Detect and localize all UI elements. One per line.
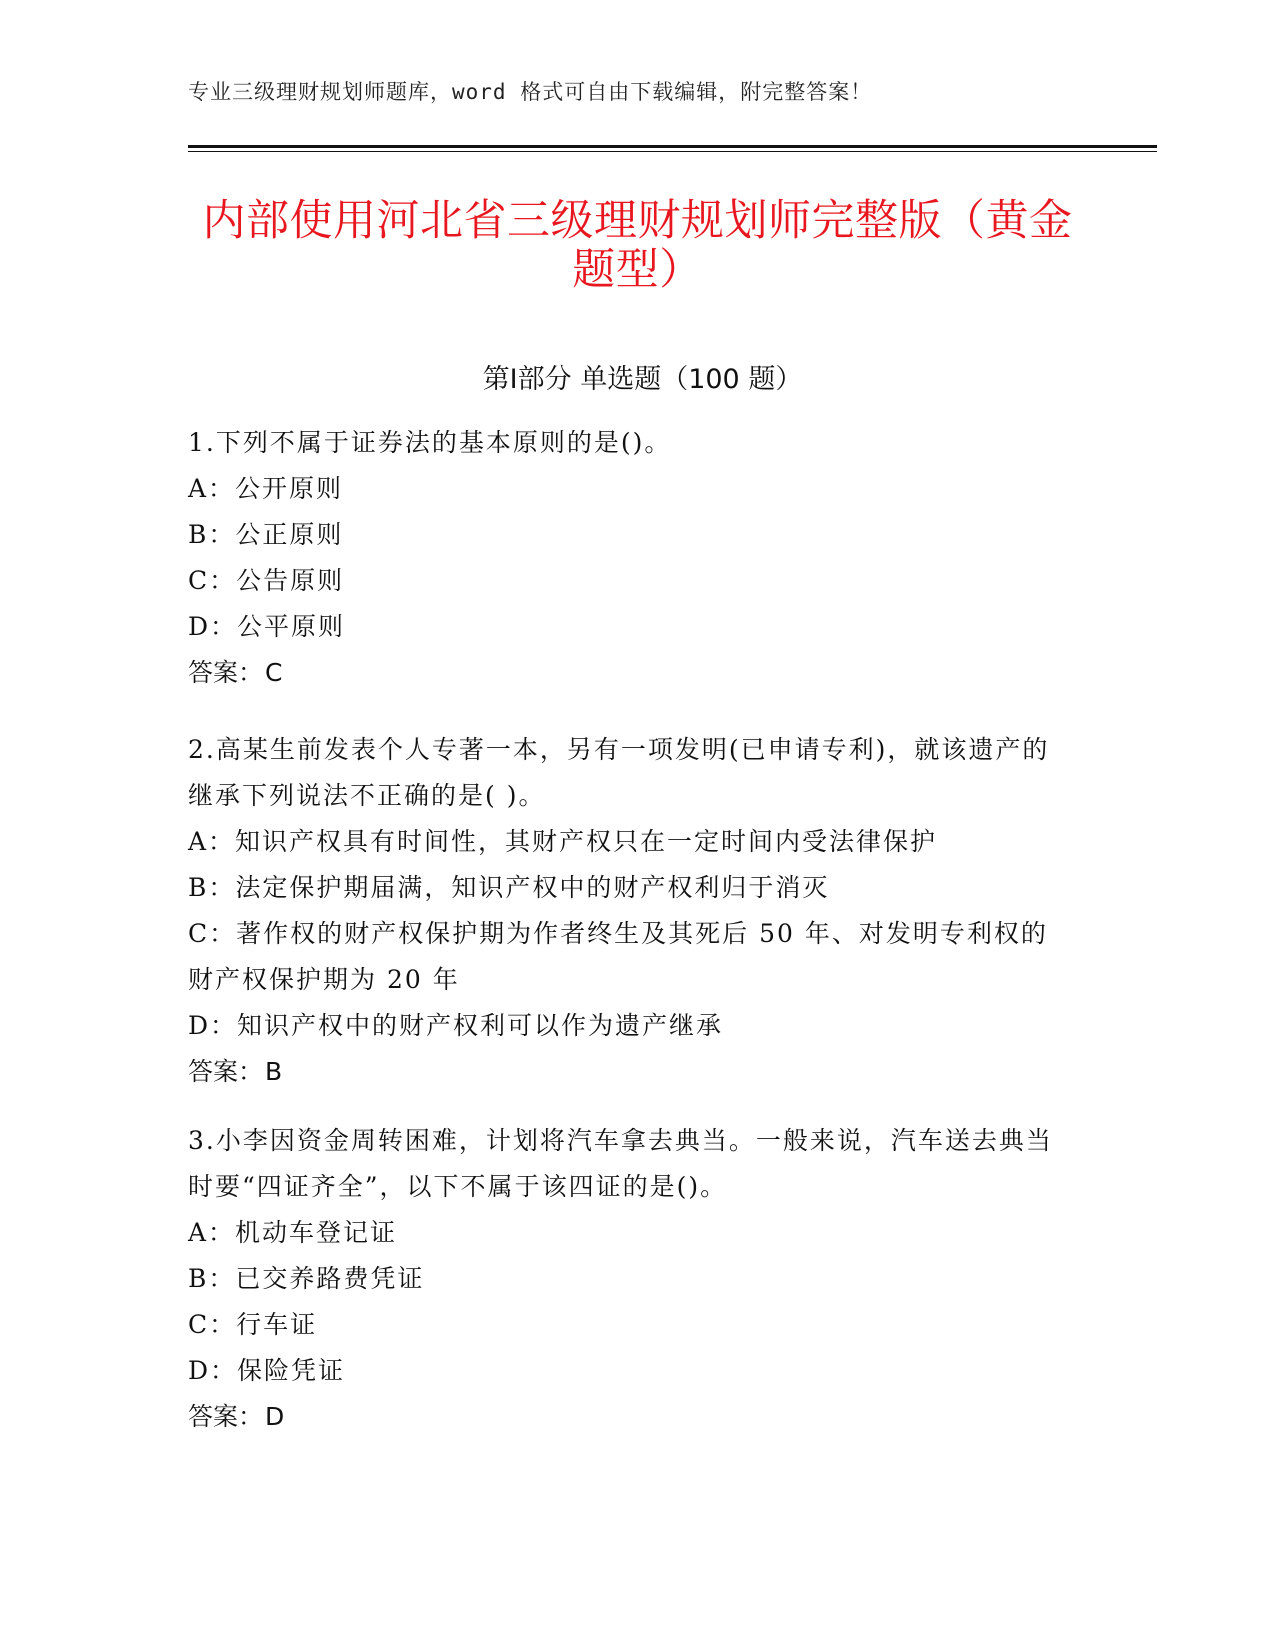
answer-value: D xyxy=(265,1402,285,1431)
option-b: B：公正原则 xyxy=(188,520,344,549)
option-d: D：保险凭证 xyxy=(188,1356,346,1385)
document-title: 内部使用河北省三级理财规划师完整版（黄金题型） xyxy=(202,196,1073,295)
option-a: A：机动车登记证 xyxy=(188,1218,398,1247)
answer-label: 答案： xyxy=(188,1402,264,1431)
option-b: B：法定保护期届满，知识产权中的财产权利归于消灭 xyxy=(188,873,830,902)
answer xyxy=(188,1394,1068,1440)
question-stem: 1.下列不属于证券法的基本原则的是()。 xyxy=(188,428,672,457)
option-d: D：公平原则 xyxy=(188,612,346,641)
answer xyxy=(188,650,1068,696)
answer-label: 答案： xyxy=(188,658,264,687)
option-d: D：知识产权中的财产权利可以作为遗产继承 xyxy=(188,1011,724,1040)
option-c: C：著作权的财产权保护期为作者终生及其死后 50 年、对发明专利权的财产权保护期为 20 年 xyxy=(188,919,1048,994)
option-c: C：公告原则 xyxy=(188,566,345,595)
question-stem: 2.高某生前发表个人专著一本，另有一项发明(已申请专利)，就该遗产的继承下列说法不正确的是( )。 xyxy=(188,735,1050,810)
question-stem: 3.小李因资金周转困难，计划将汽车拿去典当。一般来说，汽车送去典当时要“四证齐全”，以下不属于该四证的是()。 xyxy=(188,1126,1053,1201)
option-a: A：知识产权具有时间性，其财产权只在一定时间内受法律保护 xyxy=(188,827,938,856)
answer-value: C xyxy=(265,658,283,687)
answer-value: B xyxy=(265,1057,283,1086)
header-rule-thick xyxy=(188,145,1157,148)
option-a: A：公开原则 xyxy=(188,474,344,503)
option-b: B：已交养路费凭证 xyxy=(188,1264,425,1293)
header-rule-thin xyxy=(188,151,1157,152)
answer xyxy=(188,1049,1068,1095)
section-heading: 第Ⅰ部分 单选题（100 题） xyxy=(482,364,803,395)
header-note: 专业三级理财规划师题库，word 格式可自由下载编辑，附完整答案！ xyxy=(188,80,873,104)
option-c: C：行车证 xyxy=(188,1310,318,1339)
question-1 xyxy=(188,420,1068,696)
answer-label: 答案： xyxy=(188,1057,264,1086)
question-3 xyxy=(188,1118,1068,1440)
question-2 xyxy=(188,727,1068,1095)
